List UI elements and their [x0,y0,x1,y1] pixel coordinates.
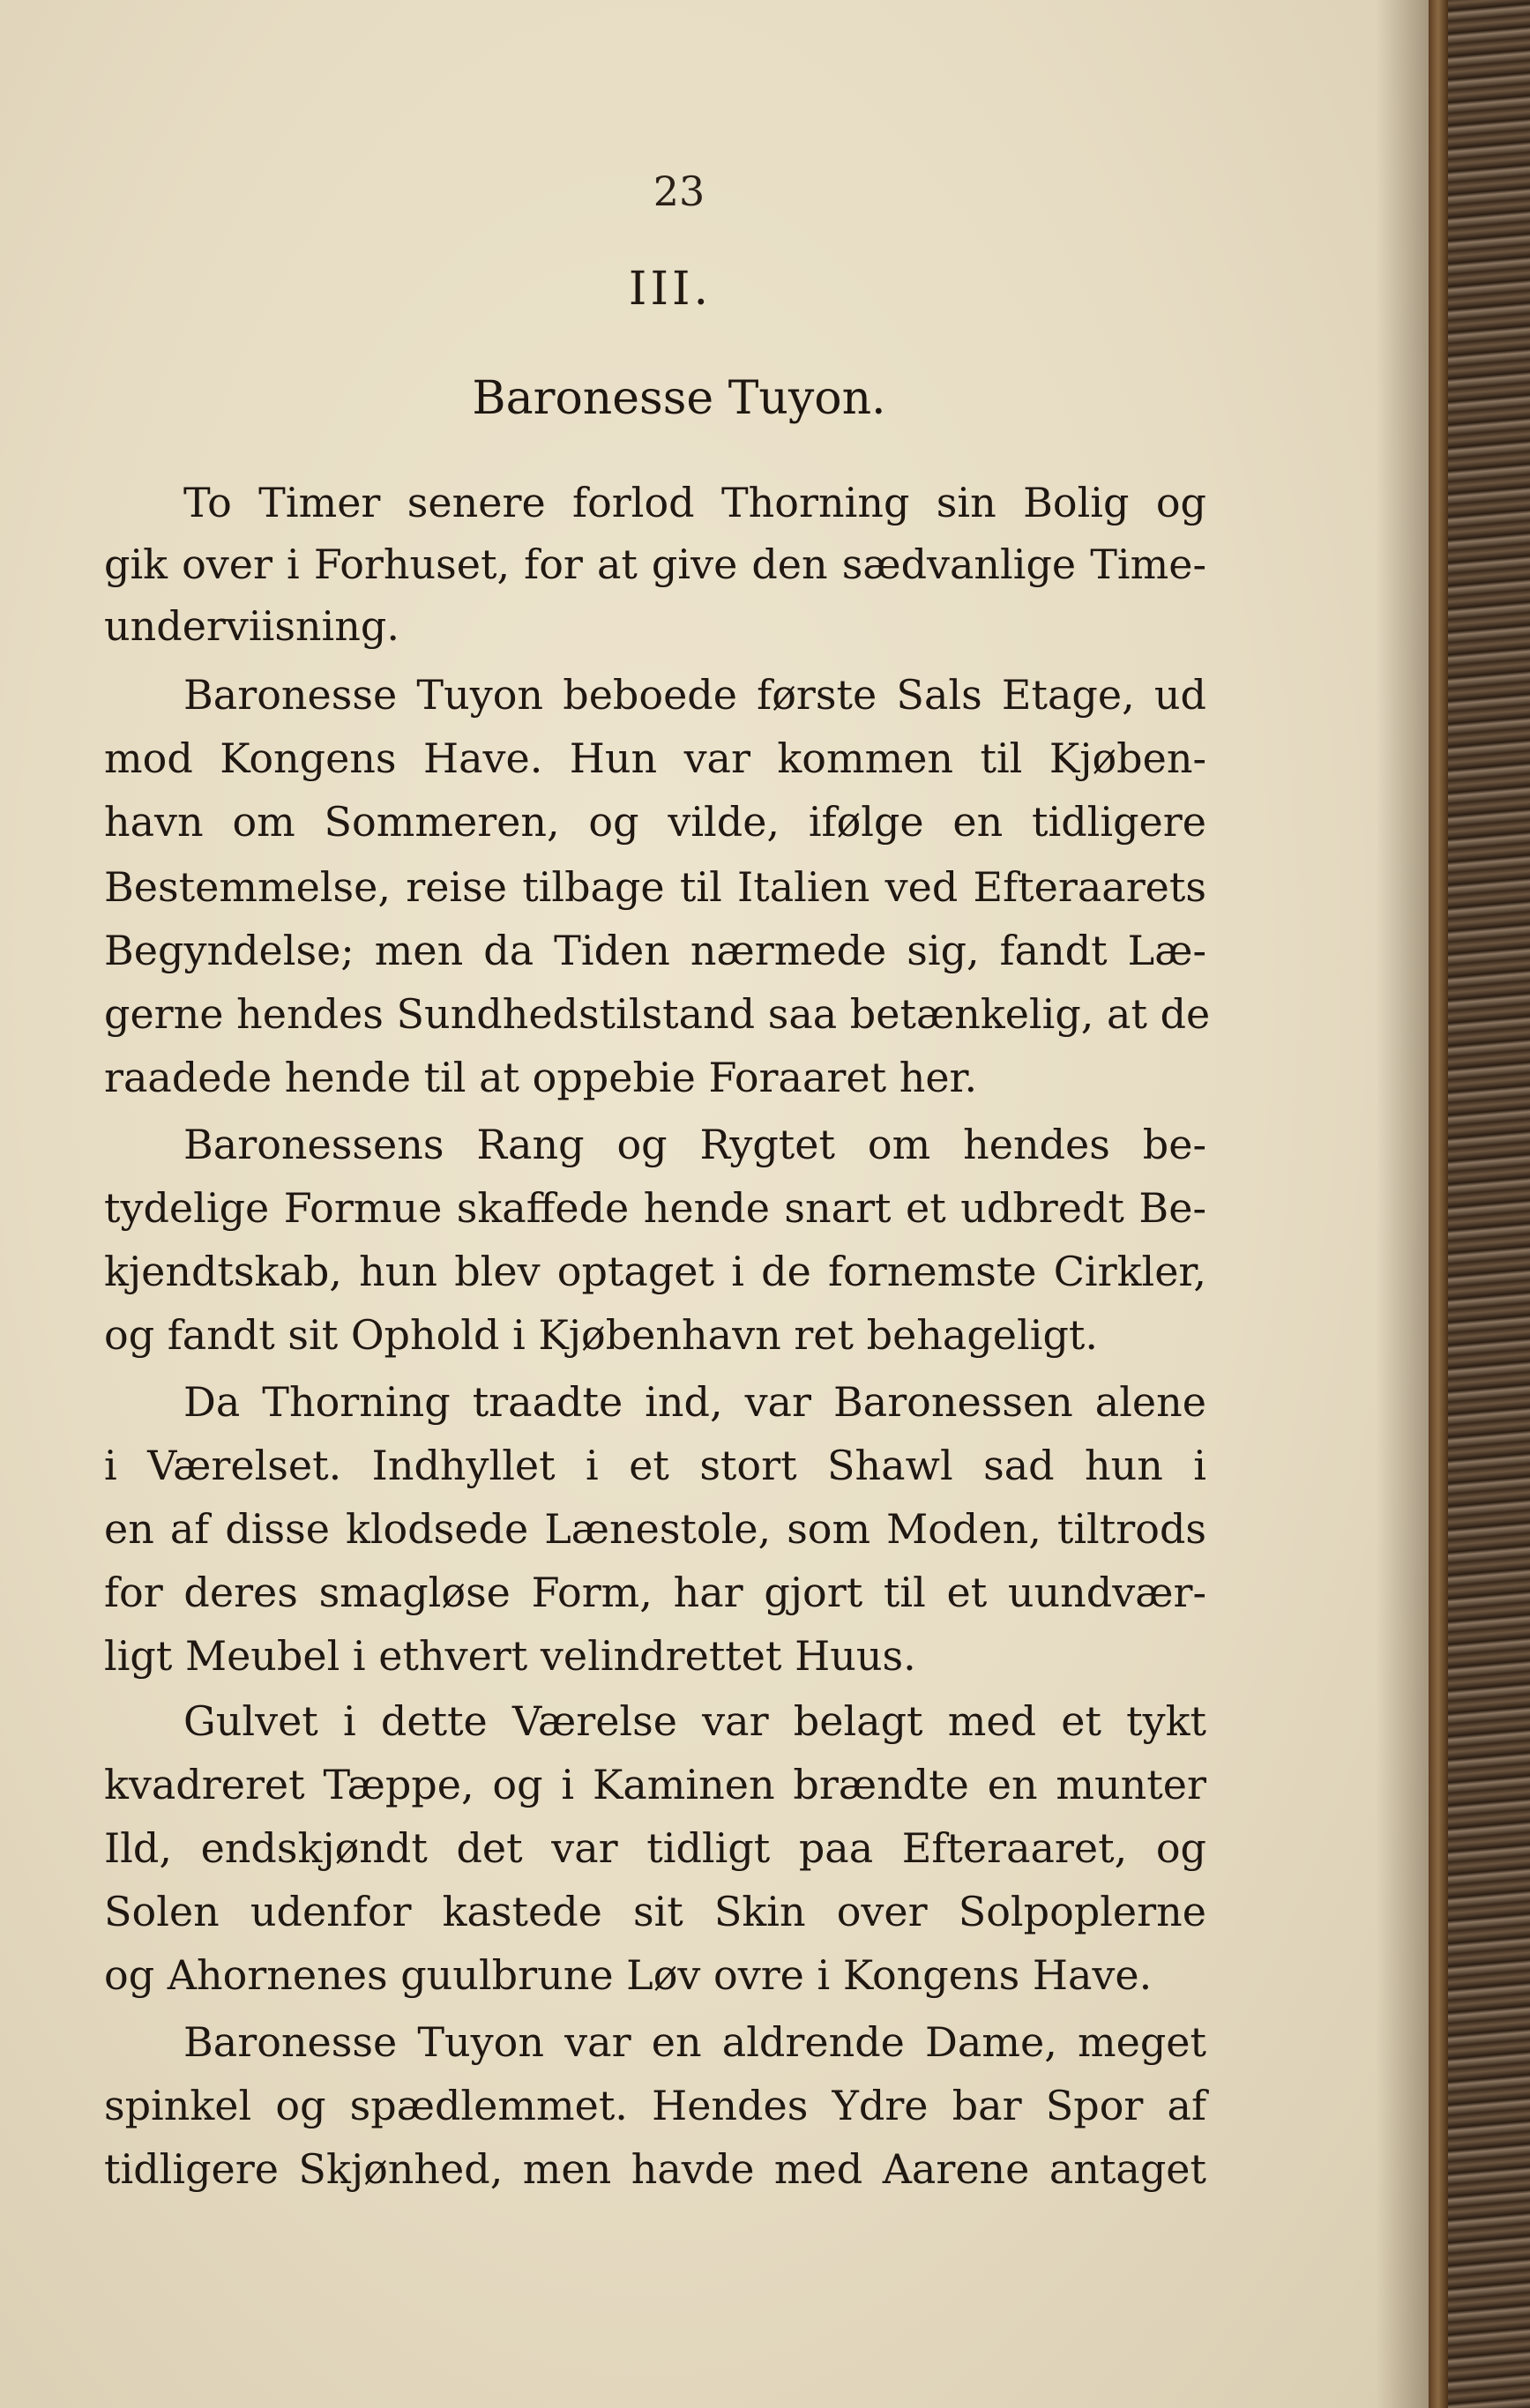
text-line: havn om Sommeren, og vilde, ifølge en tidligere [104,798,1206,846]
text-line: spinkel og spædlemmet. Hendes Ydre bar Spor af [104,2082,1206,2129]
page-number: 23 [653,168,705,215]
text-line: mod Kongens Have. Hun var kommen til Kjøben- [104,734,1206,782]
text-line: Gulvet i dette Værelse var belagt med et tykt [183,1697,1206,1745]
binding-edge [1429,0,1448,2408]
chapter-number: III. [628,263,713,316]
text-line: Begyndelse; men da Tiden nærmede sig, fandt Læ- [104,927,1206,974]
text-line: Baronesse Tuyon var en aldrende Dame, meget [183,2018,1206,2066]
text-line: en af disse klodsede Lænestole, som Moden, tiltrods [104,1505,1206,1553]
text-line: Baronessens Rang og Rygtet om hendes be- [183,1121,1206,1168]
text-line: kvadreret Tæppe, og i Kaminen brændte en munter [104,1761,1206,1808]
text-line: Ild, endskjøndt det var tidligt paa Efteraaret, og [104,1824,1206,1872]
text-line: og fandt sit Ophold i Kjøbenhavn ret behageligt. [104,1311,1098,1359]
text-line: tidligere Skjønhed, men havde med Aarene antaget [104,2145,1206,2193]
text-line: gik over i Forhuset, for at give den sædvanlige Time- [104,540,1206,588]
text-line: Bestemmelse, reise tilbage til Italien ved Efteraarets [104,863,1206,911]
text-line: og Ahornenes guulbrune Løv ovre i Kongens Have. [104,1951,1153,1999]
text-line: Baronesse Tuyon beboede første Sals Etage, ud [183,671,1206,719]
text-line: raadede hende til at oppebie Foraaret her. [104,1054,978,1101]
text-line: tydelige Formue skaffede hende snart et udbredt Be- [104,1184,1206,1232]
text-line: Da Thorning traadte ind, var Baronessen alene [183,1378,1206,1426]
text-line: Solen udenfor kastede sit Skin over Solpoplerne [104,1888,1206,1935]
text-line: gerne hendes Sundhedstilstand saa betænkelig, at de [104,990,1211,1038]
text-line: for deres smagløse Form, har gjort til et uundvær- [104,1569,1206,1616]
text-line: underviisning. [104,602,399,650]
page-gutter-shadow [1376,0,1429,2408]
text-line: kjendtskab, hun blev optaget i de fornemste Cirkler, [104,1248,1206,1295]
chapter-title: Baronesse Tuyon. [472,372,886,425]
text-line: i Værelset. Indhyllet i et stort Shawl sad hun i [104,1442,1206,1489]
text-line: To Timer senere forlod Thorning sin Bolig og [183,479,1206,526]
text-line: ligt Meubel i ethvert velindrettet Huus. [104,1632,916,1680]
